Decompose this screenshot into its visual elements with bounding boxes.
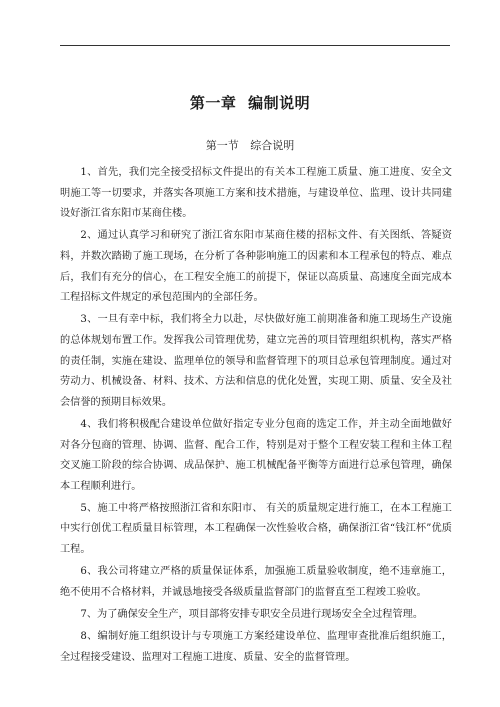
paragraph-3: 3、一旦有幸中标，我们将全力以赴，尽快做好施工前期准备和施工现场生产设施的总体规划布置工作。发挥我公司管理优势，建立完善的项目管理组织机构，落实严格的责任制，实施在建设、监理单位的领导和监督管理下的项目总承包管理制度。通过对劳动力、机械设备、材料、技术、方法和信息的优化处置，实现工期、质量、安全及社会信誉的预期目标效果。 — [60, 314, 452, 408]
chapter-title: 第一章 编制说明 — [189, 94, 311, 112]
paragraph-2: 2、通过认真学习和研究了浙江省东阳市某商住楼的招标文件、有关图纸、答疑资料，并数次踏勘了施工现场，在分析了各种影响施工的因素和本工程承包的特点、难点后，我们有充分的信心，在工程安全施工的前提下，保证以高质量、高速度全面完成本工程招标文件规定的承包范围内的全部任务。 — [60, 230, 452, 304]
section-title: 第一节 综合说明 — [205, 139, 295, 152]
paragraph-7: 7、为了确保安全生产，项目部将安排专职安全员进行现场安全全过程管理。 — [80, 609, 424, 621]
paragraph-8: 8、编制好施工组织设计与专项施工方案经建设单位、监理审查批准后组织施工，全过程接受建设、监理对工程施工进度、质量、安全的监督管理。 — [60, 631, 452, 663]
body-text — [60, 163, 452, 670]
paragraph-1: 1、首先，我们完全接受招标文件提出的有关本工程施工质量、施工进度、安全文明施工等一切要求，并落实各项施工方案和技术措施，与建设单位、监理、设计共同建设好浙江省东阳市某商住楼。 — [60, 167, 452, 220]
header-rule — [60, 45, 450, 46]
paragraph-6: 6、我公司将建立严格的质量保证体系，加强施工质量验收制度，绝不违章施工，绝不使用不合格材料，并诚恳地接受各级质量监督部门的监督直至工程竣工验收。 — [60, 566, 452, 598]
paragraph-5: 5、施工中将严格按照浙江省和东阳市、 有关的质量规定进行施工，在本工程施工中实行创优工程质量目标管理，本工程确保一次性验收合格，确保浙江省“钱江杯”优质工程。 — [60, 502, 452, 556]
paragraph-4: 4、我们将积极配合建设单位做好指定专业分包商的选定工作，并主动全面地做好对各分包商的管理、协调、监督、配合工作，特别是对于整个工程安装工程和主体工程交叉施工阶段的综合协调、成品保护、施工机械配备平衡等方面进行总承包管理，确保本工程顺利进行。 — [60, 418, 452, 492]
